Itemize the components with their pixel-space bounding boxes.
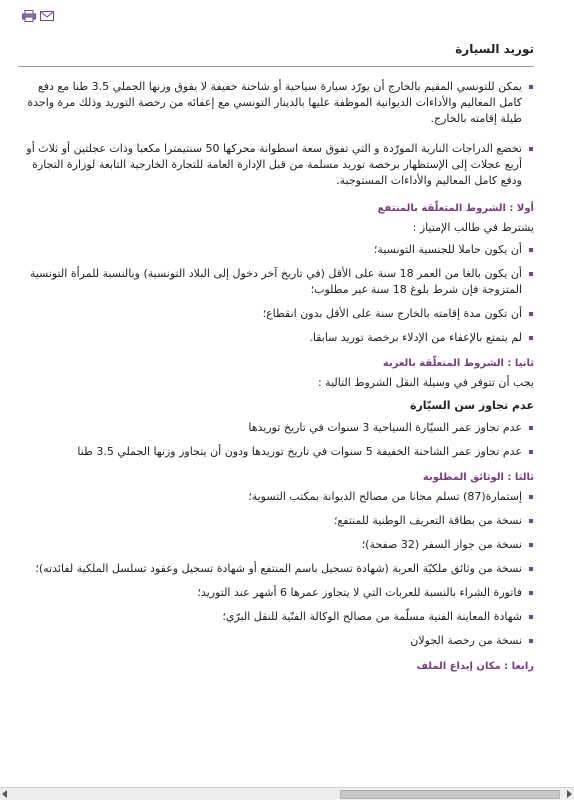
list-item: عدم تجاوز عمر السيّارة السياحية 3 سنوات في تاريخ توريدها	[18, 420, 522, 436]
list-item: نسخة من جواز السفر (32 صفحة)؛	[18, 537, 522, 553]
email-icon[interactable]	[40, 10, 54, 22]
documents-list	[18, 489, 534, 649]
scrollbar-thumb[interactable]	[340, 790, 560, 799]
list-item: نسخة من بطاقة التعريف الوطنية للمنتفع؛	[18, 513, 522, 529]
page-title: توريد السيارة	[455, 42, 534, 56]
list-item: نسخة من رخصة الجولان	[18, 633, 522, 649]
section-lead: يجب أن تتوفر في وسيلة النقل الشروط التالية :	[317, 376, 534, 389]
intro-item: تخضع الدراجات النارية المورّدة و التي تفوق سعة اسطوانة محركها 50 سنتيمترا مكعبا وذات عجلتين أو ثلاث أو أربع عجلات إلى الإستظهار برخصة توريد مسلمة من قبل الإدارة العامة للتجارة الخارجية التابعة لوزارة التجارة ودفع كامل المعاليم والأداءات المستوجبة.	[18, 141, 522, 189]
scroll-right-arrow-icon[interactable]	[567, 790, 572, 798]
title-divider	[18, 66, 534, 67]
print-icon[interactable]	[22, 10, 36, 22]
section-heading-vehicle: ثانيا : الشروط المتعلّقة بالعربة	[382, 358, 534, 369]
list-item: أن يكون بالغا من العمر 18 سنة على الأقل (في تاريخ آخر دخول إلى البلاد التونسية) وبالنسبة للمرأة التونسية المتزوجة فإن شرط بلوغ 18 سنة غير مطلوب؛	[18, 266, 522, 298]
list-item: فاتورة الشراء بالنسبة للعربات التي لا يتجاوز عمرها 6 أشهر عند التوريد؛	[18, 585, 522, 601]
vehicle-conditions-list	[18, 420, 534, 460]
list-item: نسخة من وثائق ملكيّة العربة (شهادة تسجيل باسم المنتفع أو شهادة تسجيل وعقود تسلسل الملكية لفائدته)؛	[18, 561, 522, 577]
main-content	[18, 34, 534, 678]
subheading-vehicle-age: عدم تجاوز سن السيّارة	[409, 399, 534, 412]
list-item: إستمارة(87) تسلم مجانا من مصالح الديوانة بمكتب التسوية؛	[18, 489, 522, 505]
intro-list	[18, 79, 534, 189]
list-item: عدم تجاوز عمر الشاحنة الخفيفة 5 سنوات في تاريخ توريدها ودون أن يتجاوز وزنها الجملي 3.5 طنا	[18, 444, 522, 460]
scroll-left-arrow-icon[interactable]	[2, 790, 7, 798]
horizontal-scrollbar[interactable]	[0, 787, 574, 800]
list-item: أن يكون حاملا للجنسية التونسية؛	[18, 242, 522, 258]
section-heading-beneficiary: أولا : الشروط المتعلّقة بالمنتفع	[377, 203, 534, 214]
toolbar	[22, 10, 54, 22]
section-heading-filing-location: رابعا : مكان إيداع الملف	[416, 661, 534, 672]
list-item: أن تكون مدة إقامته بالخارج سنة على الأقل بدون انقطاع؛	[18, 306, 522, 322]
list-item: لم يتمتع بالإعفاء من الإدلاء برخصة توريد سابقا.	[18, 330, 522, 346]
intro-item: يمكن للتونسي المقيم بالخارج أن يورّد سيارة سياحية أو شاحنة خفيفة لا يفوق وزنها الجملي 3.5 طنا مع دفع كامل المعاليم والأداءات الديوانية الموظفة عليها بالدينار التونسي مع إعفائه من رخصة التوريد وذلك مرة واحدة طيلة إقامته بالخارج.	[18, 79, 522, 127]
section-lead: يشترط في طالب الإمتياز :	[412, 221, 534, 234]
beneficiary-conditions-list	[18, 242, 534, 346]
section-heading-documents: ثالثا : الوثائق المطلوبة	[422, 472, 534, 483]
list-item: شهادة المعاينة الفنية مسلّمة من مصالح الوكالة الفنّية للنقل البرّي؛	[18, 609, 522, 625]
